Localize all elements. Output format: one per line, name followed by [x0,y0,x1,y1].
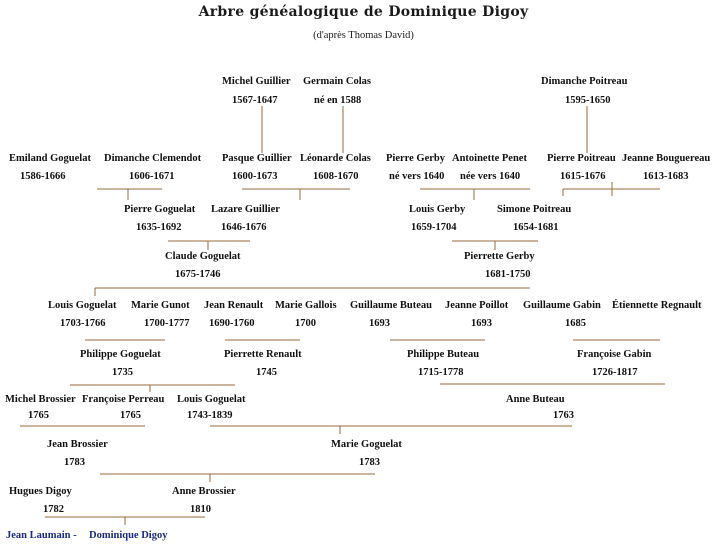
person-name: Guillaume Gabin [523,300,601,311]
person-name: Marie Goguelat [331,439,402,450]
person-dates: 1635-1692 [136,222,182,233]
person-name: Pierre Poitreau [547,153,616,164]
person-name: Claude Goguelat [165,251,241,262]
person-name: Françoise Perreau [82,394,165,405]
person-dates: 1693 [471,318,492,329]
person-dates: 1783 [64,457,85,468]
page-subtitle: (d'après Thomas David) [313,30,414,41]
person-dates: né vers 1640 [389,171,445,182]
person-dates: née vers 1640 [460,171,521,182]
person-name: Lazare Guillier [211,204,280,215]
person-dates: 1659-1704 [411,222,457,233]
person-name: Louis Goguelat [177,394,246,405]
person-name: Louis Gerby [409,204,466,215]
person-name: Philippe Goguelat [80,349,161,360]
person-name: Jean Renault [204,300,264,311]
person-dates: 1700-1777 [144,318,190,329]
person-dates: 1615-1676 [560,171,606,182]
person-dates: 1608-1670 [313,171,359,182]
person-dates: 1735 [112,367,133,378]
person-dates: 1782 [43,504,64,515]
person-dates: 1613-1683 [643,171,689,182]
person-name: Anne Brossier [172,486,236,497]
person-dates: 1595-1650 [565,95,611,106]
person-dates: 1783 [359,457,380,468]
person-dates: 1600-1673 [232,171,278,182]
person-name: Anne Buteau [506,394,565,405]
person-name: Léonarde Colas [300,153,371,164]
person-dates: 1606-1671 [129,171,175,182]
person-name: Jean Brossier [47,439,108,450]
person-name: Jeanne Bouguereau [622,153,711,164]
person-name-highlight: Dominique Digoy [89,530,168,541]
person-name: Philippe Buteau [407,349,480,360]
person-dates: 1763 [553,410,574,421]
person-name: Simone Poitreau [497,204,572,215]
person-name: Pierrette Gerby [464,251,535,262]
person-dates: 1567-1647 [232,95,278,106]
person-name: Étiennette Regnault [612,300,702,311]
person-name: Dimanche Clemendot [104,153,202,164]
person-dates: 1703-1766 [60,318,106,329]
person-dates: 1743-1839 [187,410,233,421]
person-dates: 1700 [295,318,316,329]
page-title: Arbre généalogique de Dominique Digoy [198,4,529,20]
person-name: Dimanche Poitreau [541,76,628,87]
person-dates: 1681-1750 [485,269,531,280]
person-name: Emiland Goguelat [9,153,91,164]
person-name: Hugues Digoy [9,486,72,497]
person-name: Germain Colas [303,76,371,87]
person-name: Marie Gunot [131,300,190,311]
person-name: Michel Guillier [222,76,291,87]
person-dates: 1693 [369,318,390,329]
person-name: Marie Gallois [275,300,337,311]
person-dates: 1765 [28,410,49,421]
person-name: Louis Goguelat [48,300,117,311]
person-dates: 1745 [256,367,277,378]
person-name: Pierre Gerby [386,153,445,164]
person-name: Michel Brossier [5,394,76,405]
person-dates: 1810 [190,504,211,515]
person-name: Pierre Goguelat [124,204,196,215]
person-dates: 1646-1676 [221,222,267,233]
person-dates: né en 1588 [314,95,362,106]
person-name: Pasque Guillier [222,153,292,164]
person-dates: 1715-1778 [418,367,464,378]
person-name: Jean Laumain - [6,530,77,541]
person-name: Françoise Gabin [577,349,652,360]
person-name: Guillaume Buteau [350,300,432,311]
person-dates: 1675-1746 [175,269,221,280]
person-name: Antoinette Penet [452,153,527,164]
person-dates: 1654-1681 [513,222,559,233]
person-dates: 1690-1760 [209,318,255,329]
person-name: Pierrette Renault [224,349,302,360]
person-name: Jeanne Poillot [445,300,509,311]
person-dates: 1726-1817 [592,367,638,378]
person-dates: 1586-1666 [20,171,66,182]
person-dates: 1685 [565,318,586,329]
person-dates: 1765 [120,410,141,421]
